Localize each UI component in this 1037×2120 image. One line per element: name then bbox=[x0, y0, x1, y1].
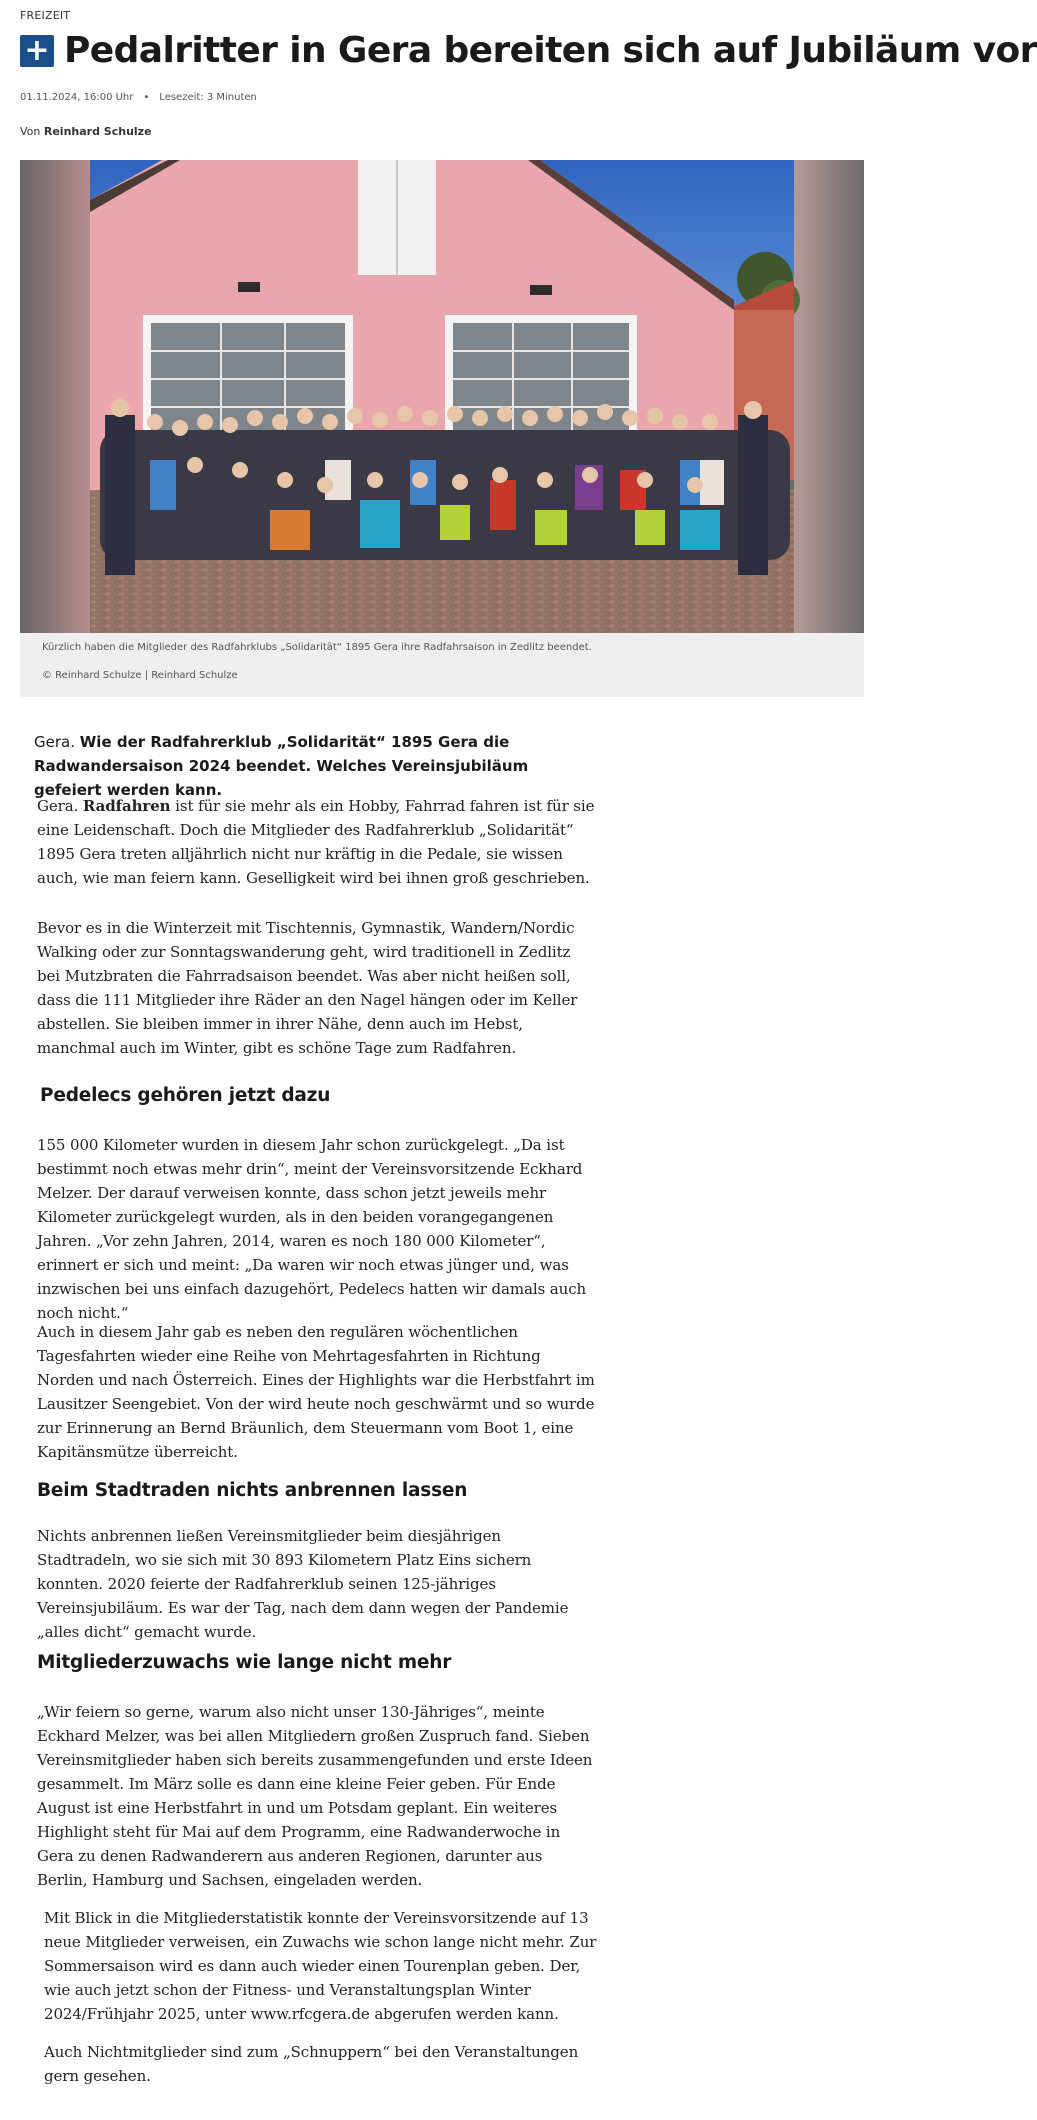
paragraph-1 bbox=[37, 794, 597, 890]
paragraph-3: 155 000 Kilometer wurden in diesem Jahr schon zurückgelegt. „Da ist bestimmt noch etwas mehr drin“, meint der Vereinsvorsitzende Eckhard Melzer. Der darauf verweisen konnte, dass schon jetzt jeweils mehr Kilometer zurückgelegt wurden, als in den beiden vorangegangenen Jahren. „Vor zehn Jahren, 2014, waren es noch 180 000 Kilometer“, erinnert er sich und meint: „Da waren wir noch etwas jünger und, was inzwischen bei uns einfach dazugehört, Pedelecs hatten wir damals auch noch nicht.“ bbox=[37, 1136, 587, 1322]
headline bbox=[20, 30, 1037, 71]
paragraph-text: ist für sie mehr als ein Hobby, Fahrrad fahren ist für sie eine Leidenschaft. Doch die Mitglieder des Radfahrerklub „Solidarität“ 1895 Gera treten alljährlich nicht nur kräftig in die Pedale, sie wissen auch, wie man feiern kann. Geselligkeit wird bei ihnen groß geschrieben. bbox=[37, 797, 595, 887]
paragraph-place: Gera. bbox=[37, 797, 79, 815]
article-figure bbox=[20, 160, 864, 697]
image-credit: © Reinhard Schulze | Reinhard Schulze bbox=[42, 670, 238, 681]
subheading-mitgliederzuwachs: Mitgliederzuwachs wie lange nicht mehr bbox=[37, 1652, 452, 1673]
article-meta bbox=[20, 92, 257, 103]
paragraph-7: Mit Blick in die Mitgliederstatistik konnte der Vereinsvorsitzende auf 13 neue Mitglieder verweisen, ein Zuwachs wie schon lange nicht mehr. Zur Sommersaison wird es dann auch wieder einen Tourenplan geben. Der, wie auch jetzt schon der Fitness- und Veranstaltungsplan Winter 2024/Frühjahr 2025, unter www.rfcgera.de abgerufen werden kann. bbox=[44, 1909, 597, 2023]
subheading-pedelecs: Pedelecs gehören jetzt dazu bbox=[40, 1085, 331, 1106]
plus-badge-icon: + bbox=[20, 35, 54, 67]
article-title: Pedalritter in Gera bereiten sich auf Jubiläum vor bbox=[64, 30, 1037, 71]
section-kicker[interactable]: FREIZEIT bbox=[20, 9, 71, 22]
image-caption: Kürzlich haben die Mitglieder des Radfahrklubs „Solidarität“ 1895 Gera ihre Radfahrsaison in Zedlitz beendet. bbox=[42, 642, 592, 653]
lead-place: Gera. bbox=[34, 733, 75, 751]
author-name[interactable]: Reinhard Schulze bbox=[43, 125, 152, 138]
topic-link-radfahren[interactable]: Radfahren bbox=[82, 797, 171, 815]
article-lead bbox=[34, 730, 594, 802]
publish-date: 01.11.2024, 16:00 Uhr bbox=[20, 92, 134, 103]
meta-separator: • bbox=[143, 92, 150, 103]
lead-text: Wie der Radfahrerklub „Solidarität“ 1895 Gera die Radwandersaison 2024 beendet. Welches Vereinsjubiläum gefeiert werden kann. bbox=[34, 733, 529, 799]
paragraph-6: „Wir feiern so gerne, warum also nicht unser 130-Jähriges“, meinte Eckhard Melzer, was bei allen Mitgliedern großen Zuspruch fand. Sieben Vereinsmitglieder haben sich bereits zusammengefunden und erste Ideen gesammelt. Im März solle es dann eine kleine Feier geben. Für Ende August ist eine Herbstfahrt in und um Potsdam geplant. Ein weiteres Highlight steht für Mai auf dem Programm, eine Radwanderwoche in Gera zu denen Radwanderern aus anderen Regionen, darunter aus Berlin, Hamburg und Sachsen, eingeladen werden. bbox=[37, 1703, 593, 1889]
group-photo[interactable] bbox=[20, 160, 864, 633]
author-line bbox=[20, 125, 152, 138]
subheading-stadtradeln: Beim Stadtraden nichts anbrennen lassen bbox=[37, 1480, 468, 1501]
paragraph-4: Auch in diesem Jahr gab es neben den regulären wöchentlichen Tagesfahrten wieder eine Reihe von Mehrtagesfahrten in Richtung Norden und nach Österreich. Eines der Highlights war die Herbstfahrt im Lausitzer Seengebiet. Von der wird heute noch geschwärmt und so wurde zur Erinnerung an Bernd Bräunlich, dem Steuermann vom Boot 1, eine Kapitänsmütze überreicht. bbox=[37, 1323, 595, 1461]
paragraph-2: Bevor es in die Winterzeit mit Tischtennis, Gymnastik, Wandern/Nordic Walking oder zur Sonntagswanderung geht, wird traditionell in Zedlitz bei Mutzbraten die Fahrradsaison beendet. Was aber nicht heißen soll, dass die 111 Mitglieder ihre Räder an den Nagel hängen oder im Keller abstellen. Sie bleiben immer in ihrer Nähe, denn auch im Hebst, manchmal auch im Winter, gibt es schöne Tage zum Radfahren. bbox=[37, 919, 578, 1057]
paragraph-5: Nichts anbrennen ließen Vereinsmitglieder beim diesjährigen Stadtradeln, wo sie sich mit 30 893 Kilometern Platz Eins sichern konnten. 2020 feierte der Radfahrerklub seinen 125-jähriges Vereinsjubiläum. Es war der Tag, nach dem dann wegen der Pandemie „alles dicht“ gemacht wurde. bbox=[37, 1527, 569, 1641]
paragraph-8: Auch Nichtmitglieder sind zum „Schnuppern“ bei den Veranstaltungen gern gesehen. bbox=[44, 2043, 579, 2085]
author-prefix: Von bbox=[20, 125, 41, 138]
reading-time: Lesezeit: 3 Minuten bbox=[159, 92, 257, 103]
